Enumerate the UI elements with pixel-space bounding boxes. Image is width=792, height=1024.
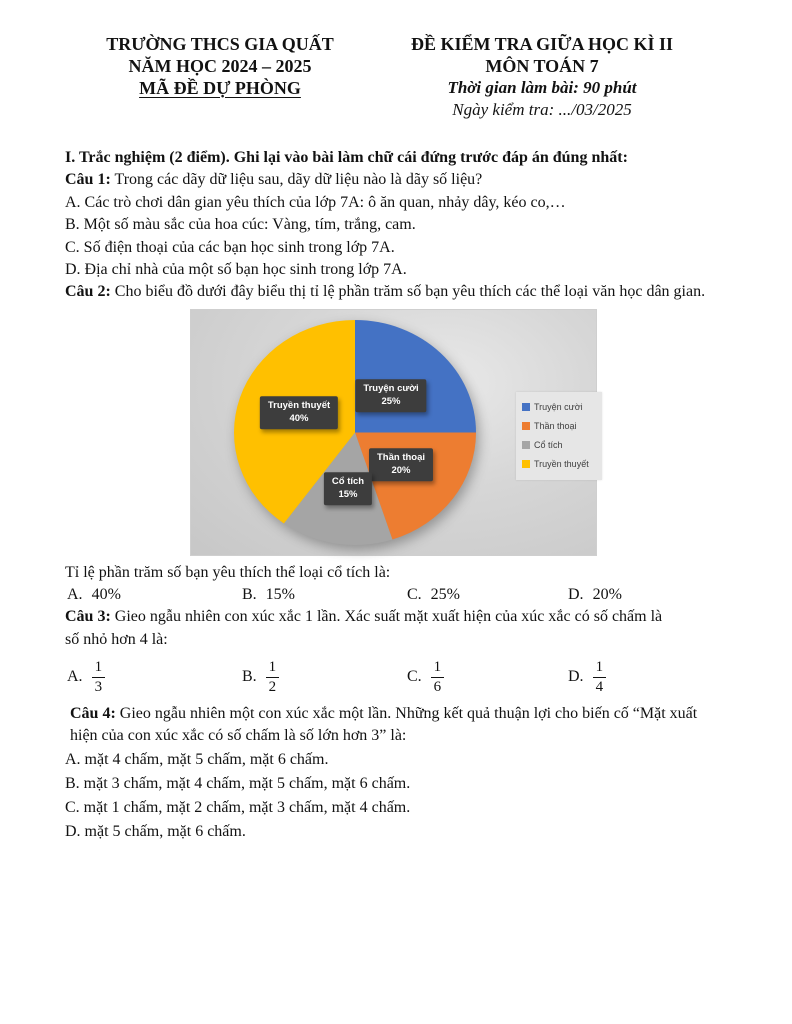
question-4-option-d: D. mặt 5 chấm, mặt 6 chấm. xyxy=(65,822,246,840)
question-1-option-c: C. Số điện thoại của các bạn học sinh trong lớp 7A. xyxy=(65,238,395,256)
chart-legend xyxy=(516,392,602,480)
question-4-block xyxy=(65,703,792,748)
pie-slice-0 xyxy=(355,320,476,433)
question-1-text: Trong các dãy dữ liệu sau, dãy dữ liệu nào là dãy số liệu? xyxy=(114,171,483,189)
question-4-option-a: A. mặt 4 chấm, mặt 5 chấm, mặt 6 chấm. xyxy=(65,750,329,768)
legend-item: Truyện cười xyxy=(522,398,600,417)
exam-duration: Thời gian làm bài: 90 phút xyxy=(447,78,637,97)
question-4-text-line1: Gieo ngẫu nhiên một con xúc xắc một lần. Những kết quả thuận lợi cho biến cố “Mặt xuất xyxy=(119,705,698,723)
question-4-option-b: B. mặt 3 chấm, mặt 4 chấm, mặt 5 chấm, mặt 6 chấm. xyxy=(65,774,411,792)
question-1-option-b: B. Một số màu sắc của hoa cúc: Vàng, tím, trắng, cam. xyxy=(65,216,416,234)
legend-swatch-icon xyxy=(522,403,530,411)
q2-option-d: D. 20% xyxy=(568,586,622,604)
question-1-option-d: D. Địa chỉ nhà của một số bạn học sinh trong lớp 7A. xyxy=(65,261,407,279)
question-2-options-row xyxy=(65,584,792,606)
question-1-option-a: A. Các trò chơi dân gian yêu thích của lớp 7A: ô ăn quan, nhảy dây, kéo co,… xyxy=(65,193,566,211)
question-3-text-line1: Gieo ngẫu nhiên con xúc xắc 1 lần. Xác suất mặt xuất hiện của xúc xắc có số chấm là xyxy=(114,608,663,626)
legend-swatch-icon xyxy=(522,441,530,449)
question-3-options-row xyxy=(65,653,792,701)
legend-item: Truyền thuyết xyxy=(522,455,600,474)
school-year: NĂM HỌC 2024 – 2025 xyxy=(128,56,312,76)
exam-subject: MÔN TOÁN 7 xyxy=(485,56,599,76)
legend-item: Thần thoại xyxy=(522,417,600,436)
question-1-label: Câu 1: xyxy=(65,171,111,189)
school-name: TRƯỜNG THCS GIA QUẤT xyxy=(106,34,334,54)
question-4-label: Câu 4: xyxy=(70,705,116,723)
exam-date: Ngày kiểm tra: .../03/2025 xyxy=(452,100,632,119)
legend-item: Cổ tích xyxy=(522,436,600,455)
question-3 xyxy=(65,606,792,628)
pie-label-truyen-thuyet: Truyền thuyết 40% xyxy=(260,396,338,430)
fraction: $\frac{1}{2}$ xyxy=(266,658,280,696)
question-2-subquestion: Tỉ lệ phần trăm số bạn yêu thích thể loại cổ tích là: xyxy=(65,563,391,581)
q3-option-d: D. $\frac{1}{4}$ xyxy=(568,658,606,696)
legend-swatch-icon xyxy=(522,460,530,468)
pie-label-truyen-cuoi: Truyện cười 25% xyxy=(355,379,426,413)
q3-option-b: B. $\frac{1}{2}$ xyxy=(242,658,407,696)
question-4 xyxy=(70,703,792,725)
exam-code: MÃ ĐỀ DỰ PHÒNG xyxy=(139,78,301,98)
question-2-label: Câu 2: xyxy=(65,283,111,301)
question-2 xyxy=(65,281,792,303)
q2-option-c: C. 25% xyxy=(407,586,460,604)
fraction: $\frac{1}{6}$ xyxy=(431,658,445,696)
question-4-option-c: C. mặt 1 chấm, mặt 2 chấm, mặt 3 chấm, mặt 4 chấm. xyxy=(65,798,411,816)
header-exam-block xyxy=(372,33,712,121)
pie-chart-panel xyxy=(190,309,597,556)
q3-option-a: A. $\frac{1}{3}$ xyxy=(67,658,242,696)
question-3-label: Câu 3: xyxy=(65,608,111,626)
pie-chart xyxy=(234,320,476,545)
pie-label-than-thoai: Thần thoại 20% xyxy=(369,448,433,482)
pie-label-co-tich: Cổ tích 15% xyxy=(324,472,372,506)
exam-content xyxy=(65,147,792,844)
fraction: $\frac{1}{3}$ xyxy=(92,658,106,696)
q3-option-c: C. $\frac{1}{6}$ xyxy=(407,658,568,696)
exam-title: ĐỀ KIỂM TRA GIỮA HỌC KÌ II xyxy=(410,34,674,54)
fraction: $\frac{1}{4}$ xyxy=(593,658,607,696)
section-1-heading: I. Trắc nghiệm (2 điểm). Ghi lại vào bài làm chữ cái đứng trước đáp án đúng nhất: xyxy=(65,149,628,166)
legend-swatch-icon xyxy=(522,422,530,430)
question-1 xyxy=(65,169,792,191)
q2-option-a: A. 40% xyxy=(67,586,121,604)
question-2-text: Cho biểu đồ dưới đây biểu thị tỉ lệ phần trăm số bạn yêu thích các thể loại văn học dân gian. xyxy=(114,283,706,301)
q2-option-b: B. 15% xyxy=(242,586,295,604)
question-4-text-line2: hiện của con xúc xắc có số chấm là số lớn hơn 3” là: xyxy=(70,727,407,745)
exam-header xyxy=(0,0,792,121)
question-3-text-line2: số nhỏ hơn 4 là: xyxy=(65,630,168,648)
header-school-block xyxy=(84,33,356,121)
